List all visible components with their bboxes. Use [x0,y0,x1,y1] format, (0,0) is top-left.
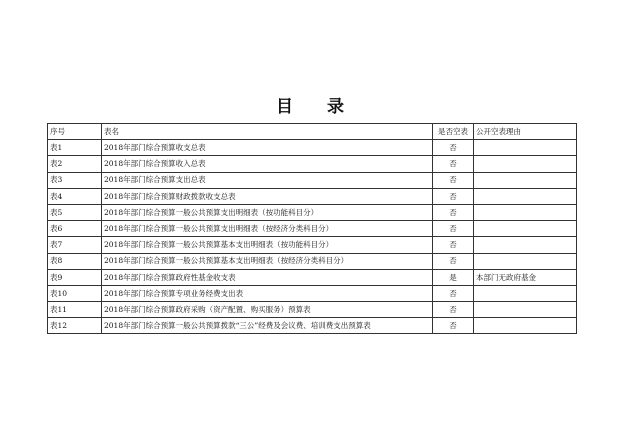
row-seq: 表6 [48,221,102,237]
row-is-empty: 否 [433,285,474,301]
row-name: 2018年部门综合预算财政拨款收支总表 [102,188,433,204]
table-row [48,188,577,204]
table-row [48,221,577,237]
row-reason [474,253,577,269]
row-is-empty: 否 [433,172,474,188]
row-seq: 表5 [48,204,102,220]
header-name: 表名 [102,124,433,140]
table-row [48,253,577,269]
row-name: 2018年部门综合预算一般公共预算支出明细表（按功能科目分） [102,204,433,220]
row-is-empty: 是 [433,269,474,285]
row-reason [474,156,577,172]
row-name: 2018年部门综合预算一般公共预算基本支出明细表（按经济分类科目分） [102,253,433,269]
row-seq: 表4 [48,188,102,204]
row-is-empty: 否 [433,253,474,269]
row-is-empty: 否 [433,221,474,237]
row-is-empty: 否 [433,237,474,253]
table-row [48,318,577,334]
catalog-table [47,123,577,334]
row-reason: 本部门无政府基金 [474,269,577,285]
row-is-empty: 否 [433,188,474,204]
row-name: 2018年部门综合预算一般公共预算支出明细表（按经济分类科目分） [102,221,433,237]
row-is-empty: 否 [433,318,474,334]
row-seq: 表9 [48,269,102,285]
table-row [48,285,577,301]
row-name: 2018年部门综合预算支出总表 [102,172,433,188]
row-seq: 表10 [48,285,102,301]
row-seq: 表2 [48,156,102,172]
header-is-empty: 是否空表 [433,124,474,140]
row-is-empty: 否 [433,140,474,156]
row-reason [474,318,577,334]
row-seq: 表12 [48,318,102,334]
header-seq: 序号 [48,124,102,140]
row-is-empty: 否 [433,204,474,220]
row-seq: 表1 [48,140,102,156]
table-header-row [48,124,577,140]
row-name: 2018年部门综合预算一般公共预算拨款“三公”经费及会议费、培训费支出预算表 [102,318,433,334]
row-name: 2018年部门综合预算收支总表 [102,140,433,156]
row-reason [474,172,577,188]
row-reason [474,221,577,237]
table-row [48,172,577,188]
row-name: 2018年部门综合预算一般公共预算基本支出明细表（按功能科目分） [102,237,433,253]
row-seq: 表8 [48,253,102,269]
row-reason [474,302,577,318]
page-title: 目 录 [276,97,358,117]
row-reason [474,188,577,204]
table-row [48,237,577,253]
row-seq: 表11 [48,302,102,318]
row-name: 2018年部门综合预算政府采购（资产配置、购买服务）预算表 [102,302,433,318]
row-reason [474,204,577,220]
row-name: 2018年部门综合预算收入总表 [102,156,433,172]
header-reason: 公开空表理由 [474,124,577,140]
row-is-empty: 否 [433,302,474,318]
row-reason [474,237,577,253]
row-is-empty: 否 [433,156,474,172]
row-seq: 表7 [48,237,102,253]
table-row [48,140,577,156]
row-reason [474,140,577,156]
table-row [48,156,577,172]
table-row [48,269,577,285]
table-row [48,302,577,318]
row-name: 2018年部门综合预算政府性基金收支表 [102,269,433,285]
row-seq: 表3 [48,172,102,188]
row-name: 2018年部门综合预算专项业务经费支出表 [102,285,433,301]
table-row [48,204,577,220]
row-reason [474,285,577,301]
